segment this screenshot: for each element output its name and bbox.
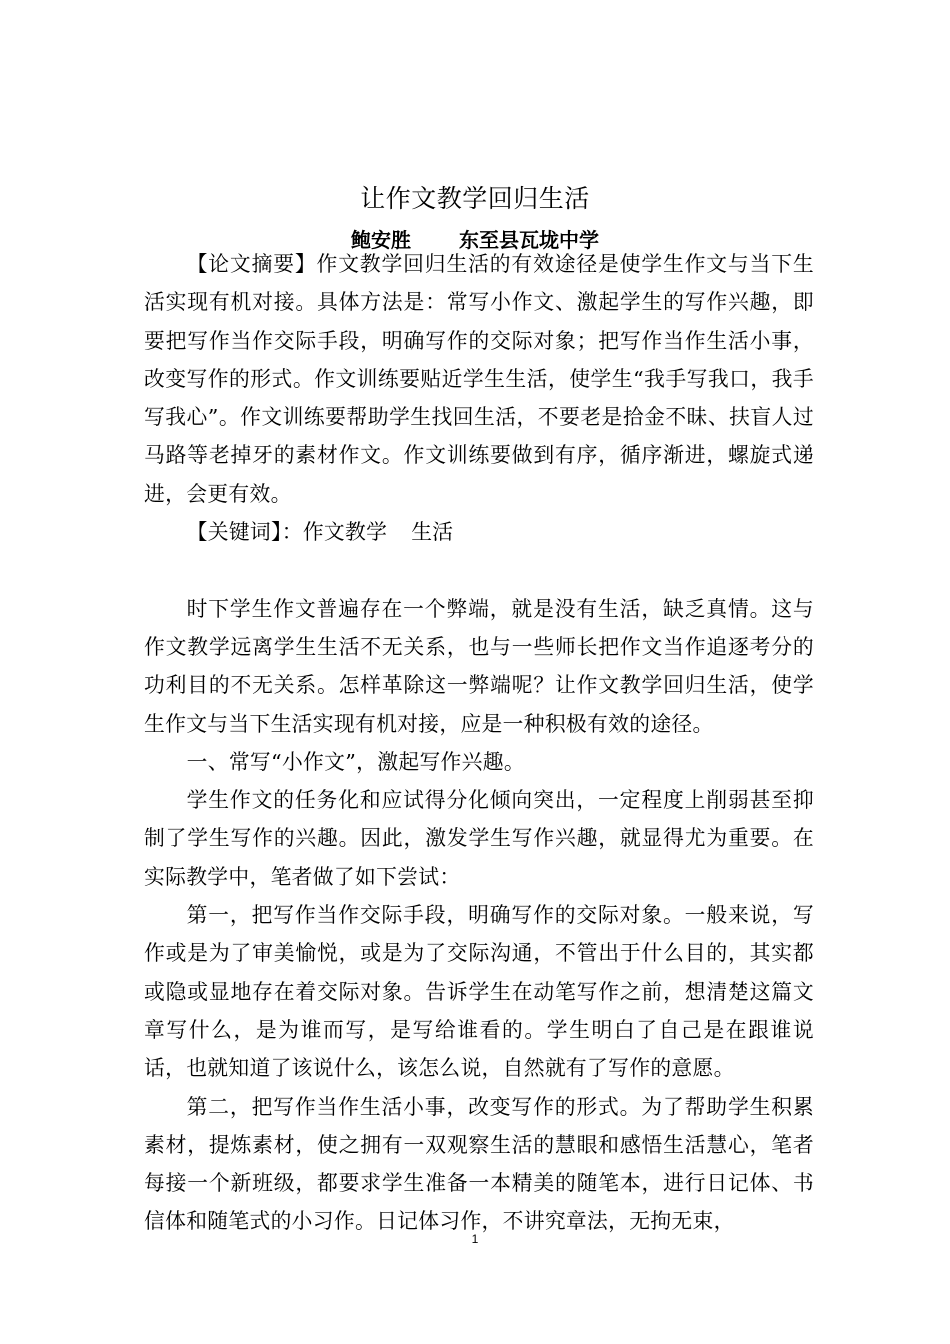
section-heading: 一、常写“小作文”，激起写作兴趣。 <box>186 749 525 774</box>
page-number: 1 <box>471 1232 479 1246</box>
abstract-text: 作文教学回归生活的有效途径是使学生作文与当下生活实现有机对接。具体方法是：常写小作文、激起学生的写作兴趣，即要把写作当作交际手段，明确写作的交际对象；把写作当作生活小事，改变写作的形式。作文训练要贴近学生生活，使学生“我手写我口，我手写我心”。作文训练要帮助学生找回生活，不要老是拾金不昧、扶盲人过马路等老掉牙的素材作文。作文训练要做到有序，循序渐进，螺旋式递进，会更有效。 <box>144 252 814 506</box>
school-name: 东至县瓦垅中学 <box>459 228 599 252</box>
author-name: 鲍安胜 <box>351 228 411 252</box>
document-title: 让作文教学回归生活 <box>360 184 590 213</box>
abstract-label: 【论文摘要】 <box>186 252 317 276</box>
document-body <box>144 245 814 1241</box>
body-paragraph: 时下学生作文普遍存在一个弊端，就是没有生活，缺乏真情。这与作文教学远离学生生活不无关系，也与一些师长把作文当作追逐考分的功利目的不无关系。怎样革除这一弊端呢？让作文教学回归生活，使学生作文与当下生活实现有机对接，应是一种积极有效的途径。 <box>144 596 814 736</box>
body-paragraph: 学生作文的任务化和应试得分化倾向突出，一定程度上削弱甚至抑制了学生写作的兴趣。因此，激发学生写作兴趣，就显得尤为重要。在实际教学中，笔者做了如下尝试： <box>144 788 814 889</box>
body-paragraph: 第二，把写作当作生活小事，改变写作的形式。为了帮助学生积累素材，提炼素材，使之拥有一双观察生活的慧眼和感悟生活慧心，笔者每接一个新班级，都要求学生准备一本精美的随笔本，进行日记体、书信体和随笔式的小习作。日记体习作，不讲究章法，无拘无束， <box>144 1094 814 1234</box>
keyword-item: 作文教学 <box>302 520 388 545</box>
body-paragraph: 第一，把写作当作交际手段，明确写作的交际对象。一般来说，写作或是为了审美愉悦，或是为了交际沟通，不管出于什么目的，其实都或隐或显地存在着交际对象。告诉学生在动笔写作之前，想清楚这篇文章写什么，是为谁而写，是写给谁看的。学生明白了自己是在跟谁说话，也就知道了该说什么，该怎么说，自然就有了写作的意愿。 <box>144 903 814 1081</box>
keywords-paragraph <box>144 513 814 551</box>
abstract-paragraph <box>144 245 814 513</box>
keyword-item: 生活 <box>411 520 454 545</box>
keywords-label: 【关键词】： <box>186 520 303 545</box>
